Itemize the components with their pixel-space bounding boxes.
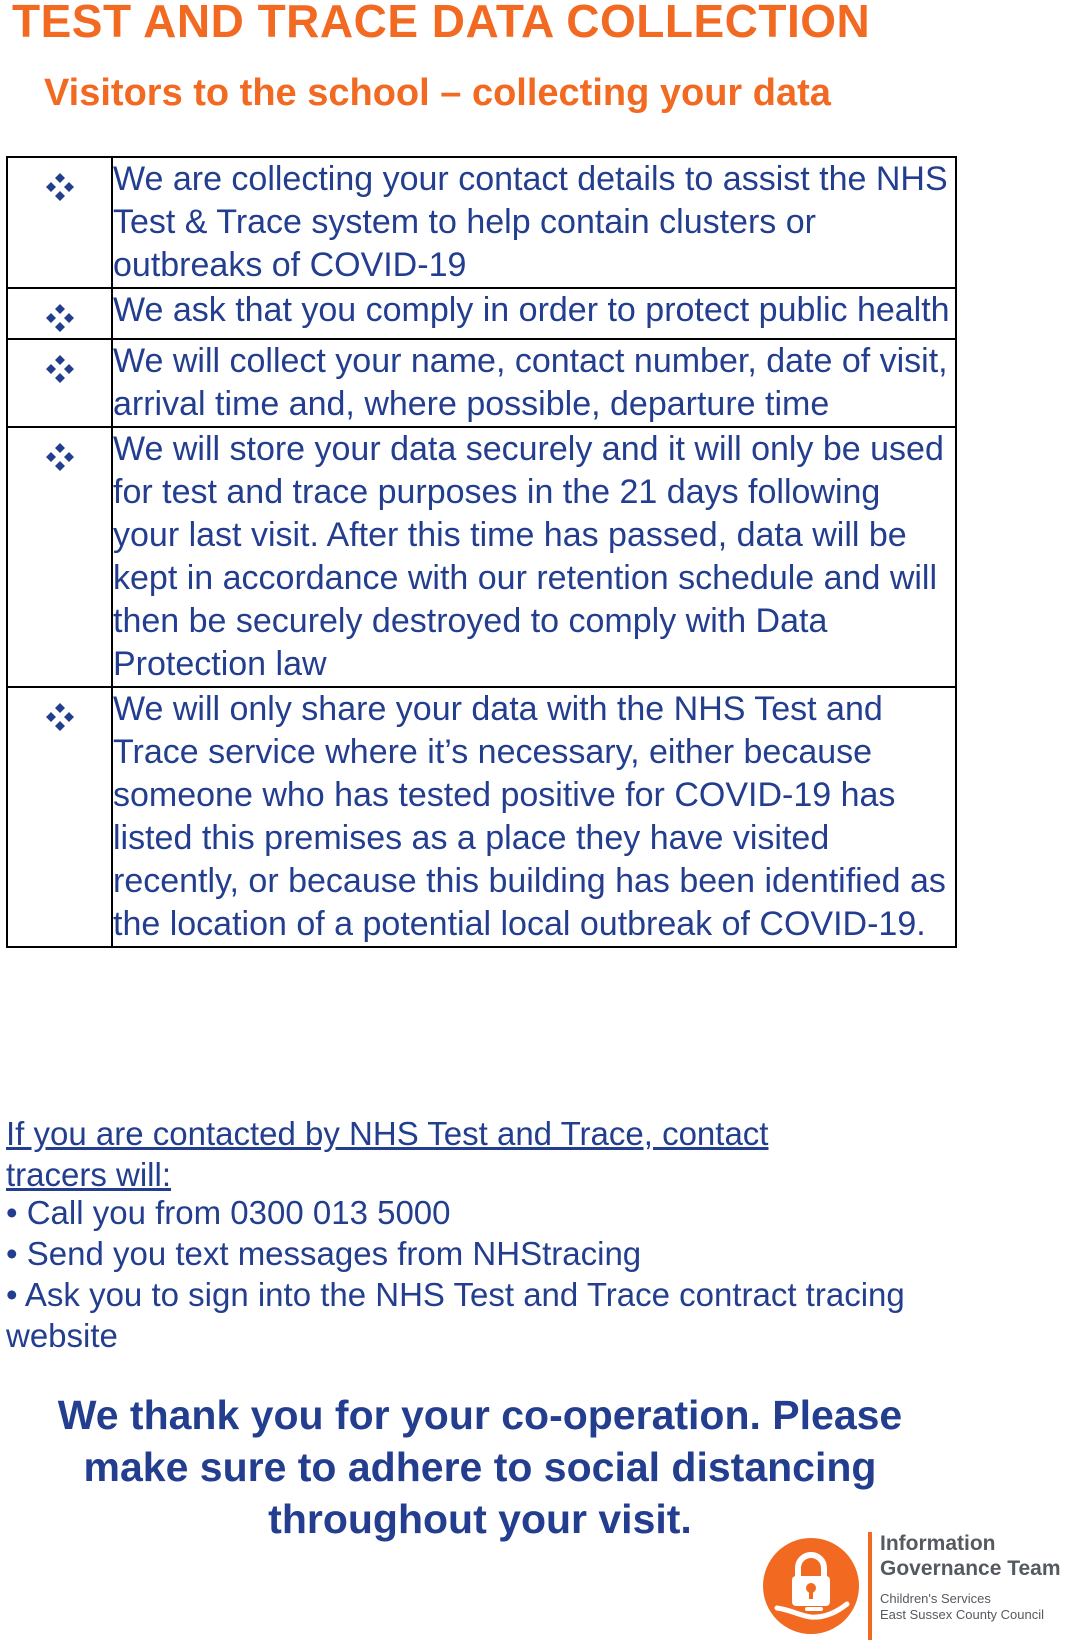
table-row [7,339,956,427]
logo-line-2: Governance Team [880,1557,1061,1580]
thank-you-line-2: make sure to adhere to social distancing [83,1444,877,1490]
bullet-cell [7,427,112,687]
diamond-bullet-icon [45,702,75,732]
table-row [7,157,956,288]
bullet-cell [7,339,112,427]
diamond-bullet-icon [45,172,75,202]
thank-you-line-1: We thank you for your co-operation. Please [57,1392,903,1438]
point-text: We will collect your name, contact number, date of visit, arrival time and, where possible, departure time [112,339,956,427]
diamond-bullet-icon [45,303,75,333]
thank-you-message [20,1389,940,1545]
bullet-cell [7,687,112,947]
point-text: We ask that you comply in order to protect public health [112,288,956,339]
list-item: • Send you text messages from NHStracing [6,1235,642,1272]
table-row [7,288,956,339]
point-text: We will store your data securely and it will only be used for test and trace purposes in the 21 days following your last visit. After this time has passed, data will be kept in accordance with our retention schedule and will then be securely destroyed to comply with Data Protection law [112,427,956,687]
logo-divider [868,1532,872,1640]
logo-circle [763,1538,859,1634]
padlock-hand-icon [763,1538,859,1634]
point-text: We are collecting your contact details to assist the NHS Test & Trace system to help contain clusters or outbreaks of COVID-19 [112,157,956,288]
point-text: We will only share your data with the NHS Test and Trace service where it’s necessary, either because someone who has tested positive for COVID-19 has listed this premises as a place they have visited recently, or because this building has been identified as the location of a potential local outbreak of COVID-19. [112,687,956,947]
table-row [7,427,956,687]
list-item: • Ask you to sign into the NHS Test and Trace contract tracing website [6,1276,905,1354]
thank-you-line-3: throughout your visit. [268,1496,692,1542]
page-subtitle: Visitors to the school – collecting your data [44,72,831,114]
tracers-list [6,1192,906,1356]
data-collection-table [6,156,957,948]
bullet-cell [7,288,112,339]
logo-line-4: East Sussex County Council [880,1607,1045,1622]
logo-line-3: Children's Services [880,1591,991,1606]
diamond-bullet-icon [45,354,75,384]
diamond-bullet-icon [45,442,75,472]
bullet-cell [7,157,112,288]
table-row [7,687,956,947]
page-title: TEST AND TRACE DATA COLLECTION [12,0,871,47]
logo-line-1: Information [880,1532,996,1555]
list-item: • Call you from 0300 013 5000 [6,1194,451,1231]
tracers-heading: If you are contacted by NHS Test and Trace, contact tracers will: [6,1115,769,1193]
information-governance-logo [760,1530,1075,1642]
